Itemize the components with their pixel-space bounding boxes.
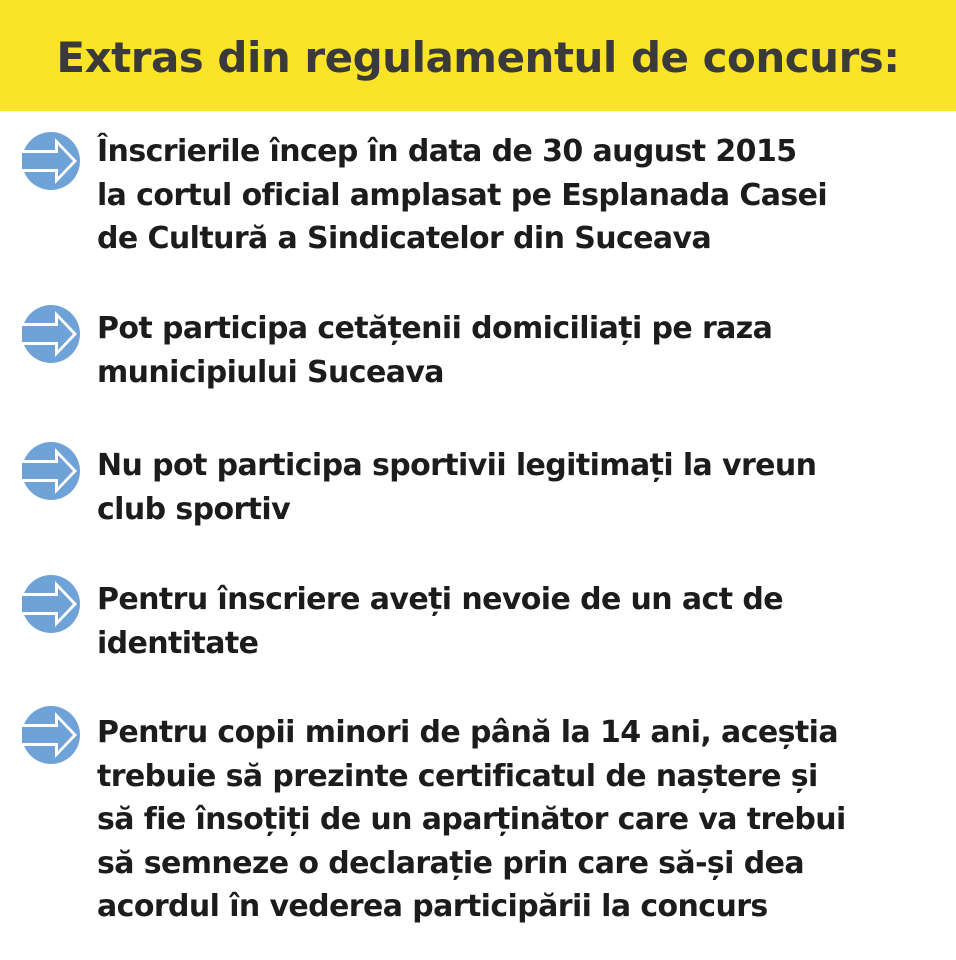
rule-text <box>97 130 947 261</box>
rule-line: trebuie să prezinte certificatul de naștere și <box>97 758 818 794</box>
arrow-right-circle-icon <box>21 574 81 634</box>
rule-line: identitate <box>97 625 259 661</box>
rule-line: municipiului Suceava <box>97 354 444 390</box>
rule-text <box>97 444 947 531</box>
rule-line: Nu pot participa sportivii legitimați la vreun <box>97 448 817 483</box>
rule-text <box>97 307 947 394</box>
rule-line: Pentru înscriere aveți nevoie de un act de <box>97 582 783 617</box>
arrow-right-circle-icon <box>21 304 81 364</box>
rule-line: să fie însoțiți de un aparținător care va trebui <box>97 802 846 837</box>
rule-text <box>97 578 947 665</box>
arrow-right-circle-icon <box>21 705 81 765</box>
page-title: Extras din regulamentul de concurs: <box>56 33 900 82</box>
rule-line: Pot participa cetățenii domiciliați pe raza <box>97 311 773 346</box>
arrow-right-circle-icon <box>21 131 81 191</box>
rule-line: să semneze o declarație prin care să-și dea <box>97 845 804 881</box>
rule-line: Pentru copii minori de până la 14 ani, aceștia <box>97 715 838 750</box>
rule-line: acordul în vederea participării la concurs <box>97 889 768 924</box>
rule-line: de Cultură a Sindicatelor din Suceava <box>97 221 712 256</box>
rule-text <box>97 711 947 929</box>
arrow-right-circle-icon <box>21 441 81 501</box>
rule-line: Înscrierile încep în data de 30 august 2015 <box>97 134 797 169</box>
header-banner <box>0 0 956 111</box>
rule-line: la cortul oficial amplasat pe Esplanada Casei <box>97 177 828 213</box>
rule-line: club sportiv <box>97 491 291 527</box>
